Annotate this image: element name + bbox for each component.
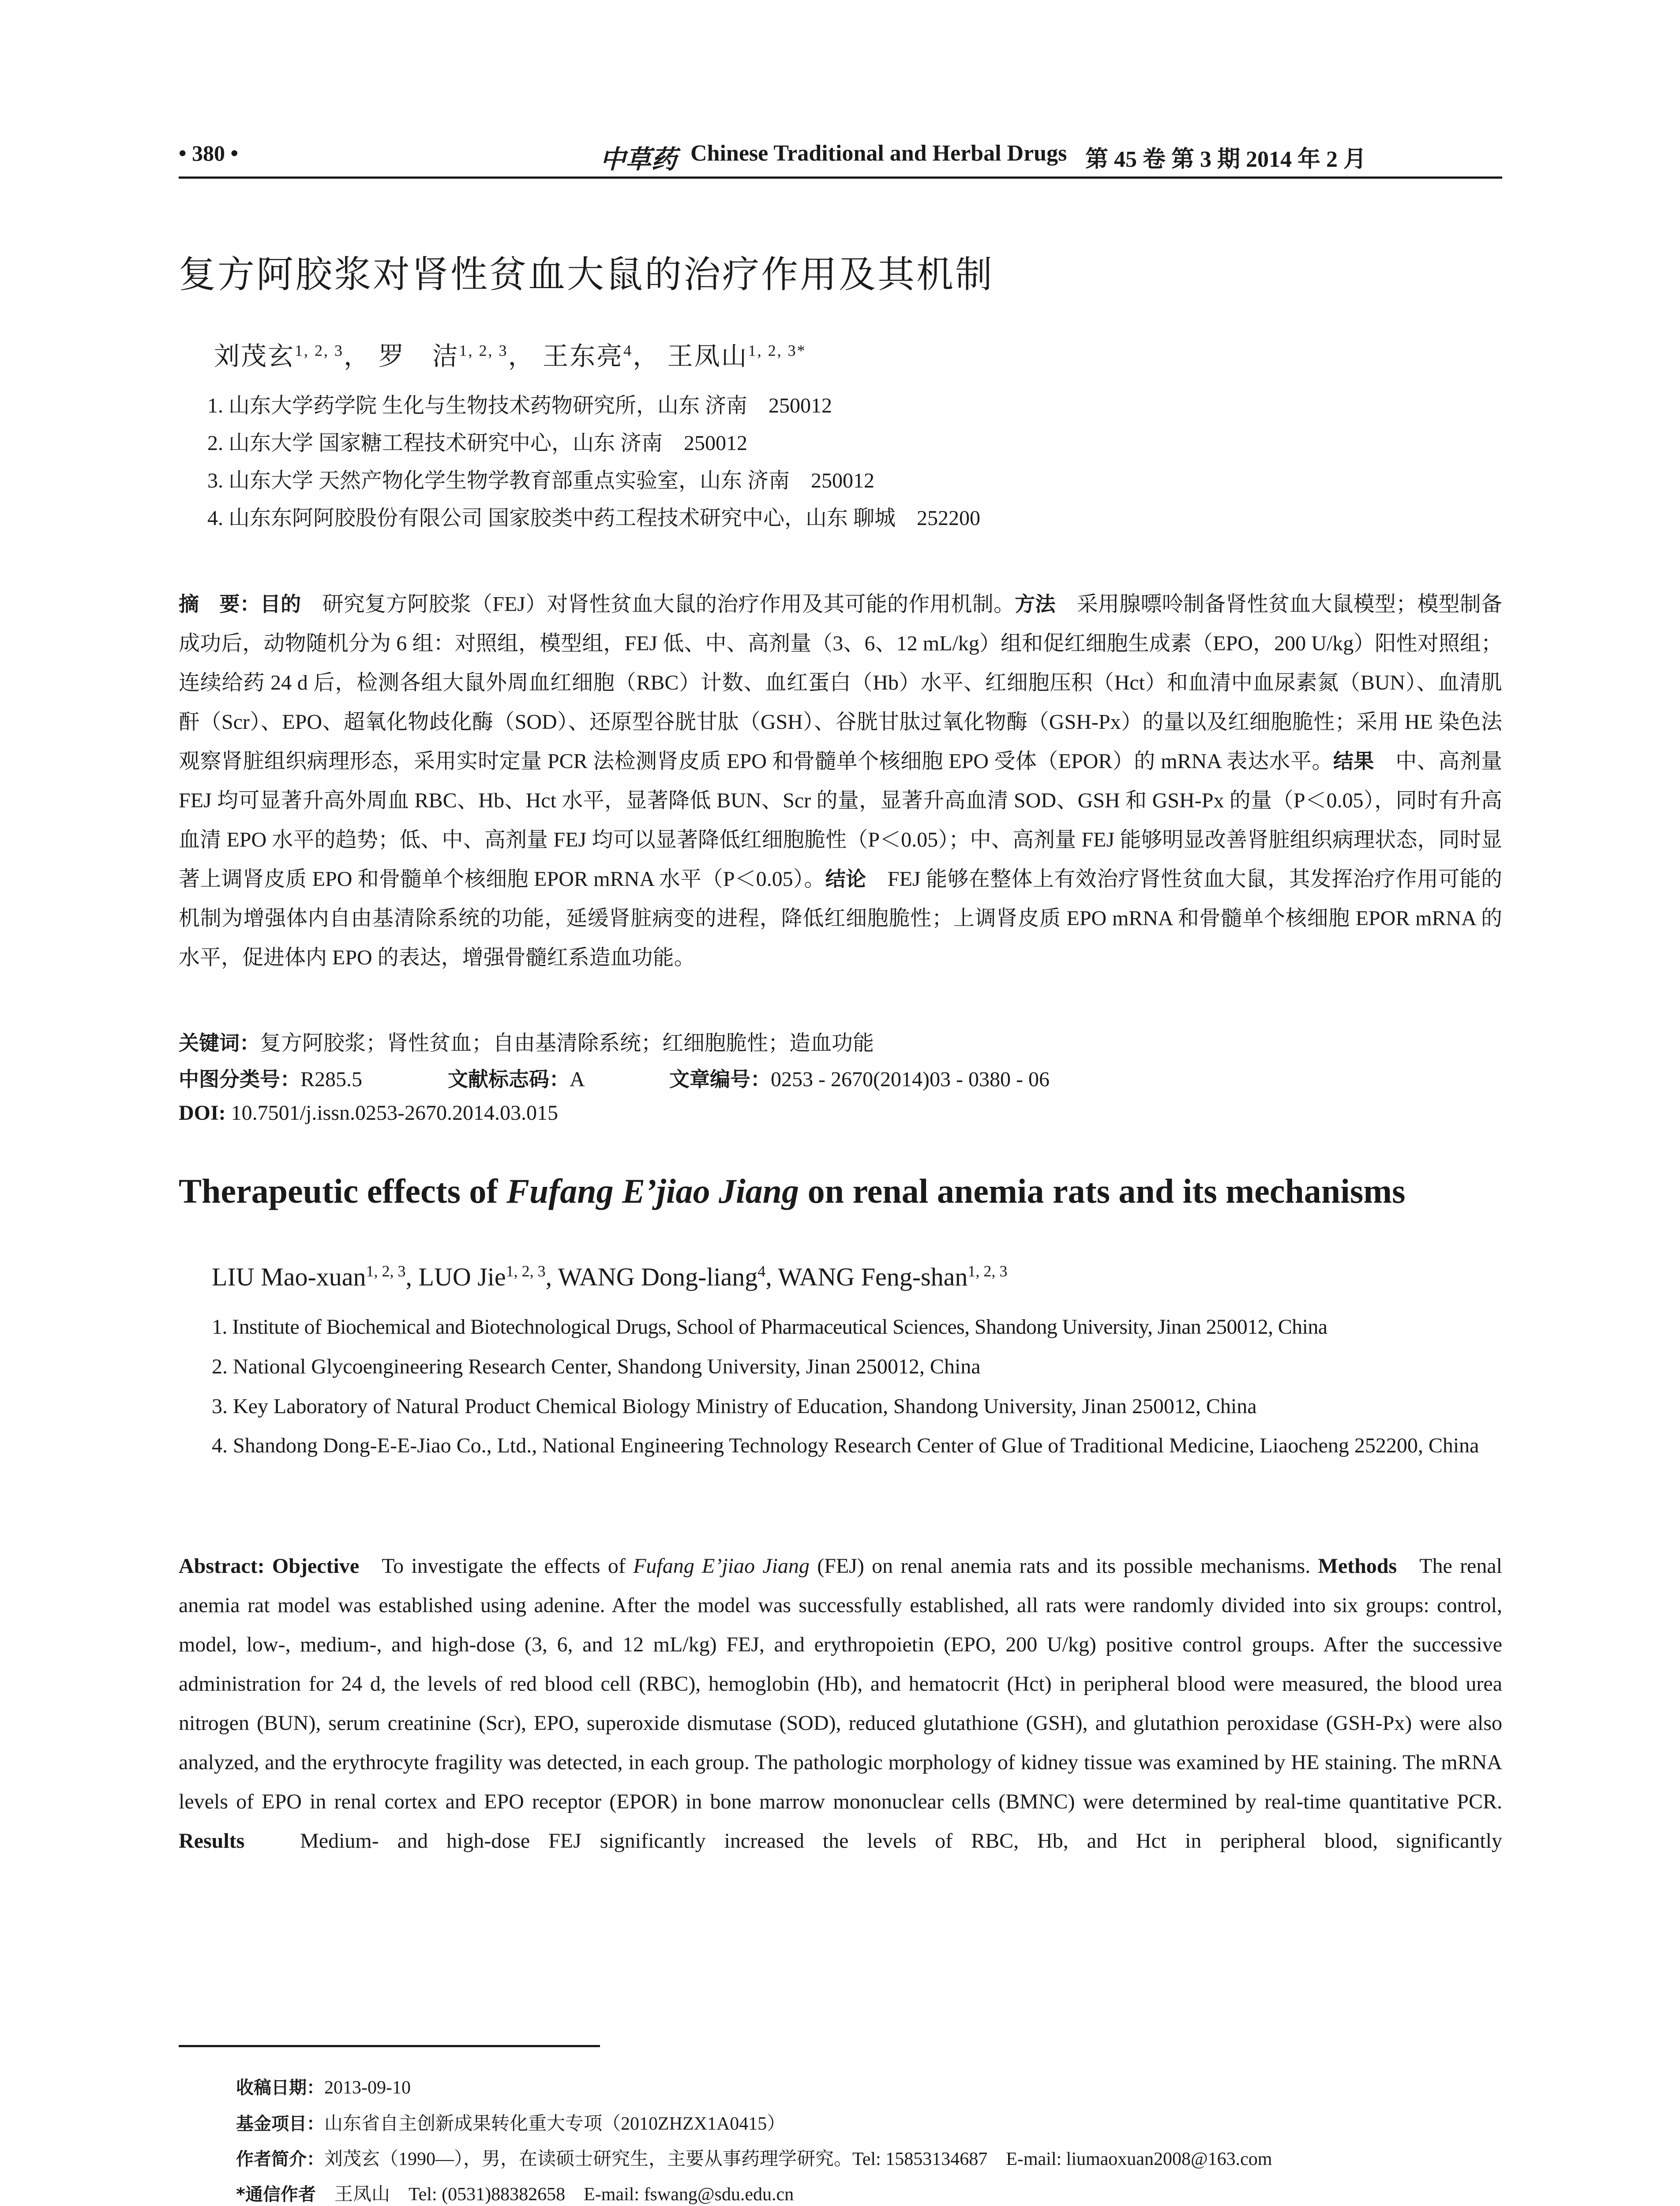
article-number-value: 0253 - 2670(2014)03 - 0380 - 06 (771, 1068, 1050, 1091)
affiliation-cn-4: 4. 山东东阿阿胶股份有限公司 国家胶类中药工程技术研究中心，山东 聊城 252200 (207, 506, 981, 530)
objective-italic: Fufang E’jiao Jiang (633, 1554, 810, 1578)
classification-line (179, 1063, 1050, 1092)
author-name: 刘茂玄 (214, 342, 295, 371)
author-affiliation-mark: 1, 2, 3* (748, 341, 806, 360)
objective-text: 研究复方阿胶浆（FEJ）对肾性贫血大鼠的治疗作用及其可能的作用机制。 (322, 593, 1015, 616)
affiliation-cn-1: 1. 山东大学药学院 生化与生物技术药物研究所，山东 济南 250012 (207, 394, 832, 417)
objective-label: 目的 (260, 592, 301, 616)
doi-line (179, 1101, 558, 1125)
article-number-label: 文章编号： (669, 1067, 771, 1091)
author-list-cn: 刘茂玄$^{1, 2, 3}$， 罗 洁$^{1, 2, 3}$， 王东亮$^4$， 王凤山$^{1, 2, 3*}$ (214, 341, 806, 371)
journal-name-cn: 中草药 (600, 145, 677, 174)
bio-label: 作者简介： (236, 2149, 324, 2169)
results-label: Results (179, 1829, 245, 1853)
corresponding-label: *通信作者 (236, 2184, 316, 2205)
header-rule (179, 176, 1502, 179)
author-name: WANG Feng-shan (778, 1262, 968, 1291)
received-date: 2013-09-10 (324, 2078, 411, 2098)
objective-text: (FEJ) on renal anemia rats and its possible mechanisms. (809, 1554, 1311, 1578)
affiliation-en-1: 1. Institute of Biochemical and Biotechnological Drugs, School of Pharmaceutical Sciences, Shandong University, Jinan 250012, China (212, 1315, 1328, 1339)
page-number: • 380 • (179, 141, 239, 165)
conclusion-label: 结论 (825, 867, 866, 891)
keywords-value: 复方阿胶浆；肾性贫血；自由基清除系统；红细胞脆性；造血功能 (260, 1032, 874, 1055)
affiliation-en-2: 2. National Glycoengineering Research Center, Shandong University, Jinan 250012, China (212, 1355, 981, 1378)
abstract-cn (179, 585, 1502, 977)
methods-text: 采用腺嘌呤制备肾性贫血大鼠模型；模型制备成功后，动物随机分为 6 组：对照组，模型组，FEJ 低、中、高剂量（3、6、12 mL/kg）组和促红细胞生成素（EPO，200 U/kg）阳性对照组；连续给药 24 d 后，检测各组大鼠外周血红细胞（RBC）计数、血红蛋白（Hb）水平、红细胞压积（Hct）和血清中血尿素氮（BUN）、血清肌酐（Scr）、EPO、超氧化物歧化酶（SOD）、还原型谷胱甘肽（GSH）、谷胱甘肽过氧化物酶（GSH-Px）的量以及红细胞脆性；采用 HE 染色法观察肾脏组织病理形态，采用实时定量 PCR 法检测肾皮质 EPO 和骨髓单个核细胞 EPO 受体（EPOR）的 mRNA 表达水平。 (179, 593, 1502, 773)
article-title-en (179, 1171, 1406, 1211)
title-en-part: Therapeutic effects of (179, 1172, 506, 1210)
author-name: 罗 洁 (378, 342, 459, 371)
results-text: Medium- and high-dose FEJ significantly increased the levels of RBC, Hb, and Hct in peripheral blood, significantly (300, 1829, 1503, 1853)
received-label: 收稿日期： (236, 2078, 324, 2098)
author-name: LUO Jie (418, 1262, 506, 1291)
author-name: 王凤山 (667, 342, 748, 371)
doi-value: 10.7501/j.issn.0253-2670.2014.03.015 (231, 1101, 559, 1125)
author-affiliation-mark: 1, 2, 3 (506, 1262, 546, 1280)
journal-name-en: Chinese Traditional and Herbal Drugs (690, 141, 1067, 166)
footnote-author-bio (236, 2144, 1272, 2171)
affiliation-cn-2: 2. 山东大学 国家糖工程技术研究中心，山东 济南 250012 (207, 431, 748, 455)
issue-info: 第 45 卷 第 3 期 2014 年 2 月 (1085, 147, 1367, 172)
conclusion-text: FEJ 能够在整体上有效治疗肾性贫血大鼠，其发挥治疗作用可能的机制为增强体内自由基清除系统的功能，延缓肾脏病变的进程，降低红细胞脆性；上调肾皮质 EPO mRNA 和骨髓单个核细胞 EPOR mRNA 的水平，促进体内 EPO 的表达，增强骨髓红系造血功能。 (179, 867, 1502, 969)
classification-label: 中图分类号： (179, 1067, 300, 1091)
abstract-label: Abstract: (179, 1554, 272, 1578)
author-affiliation-mark: 1, 2, 3 (459, 341, 508, 360)
title-en-italic: Fufang E’jiao Jiang (506, 1172, 799, 1210)
author-list-en: LIU Mao-xuan$^{1, 2, 3}$, LUO Jie$^{1, 2, 3}$, WANG Dong-liang$^4$, WANG Feng-shan$^{1, 2, 3}$ (212, 1262, 1008, 1291)
footnote-received (236, 2074, 411, 2099)
keywords-line (179, 1026, 874, 1056)
objective-text: To investigate the effects of (382, 1554, 634, 1578)
doc-code-value: A (570, 1068, 584, 1091)
footnote-rule (179, 2045, 600, 2047)
affiliation-en-3: 3. Key Laboratory of Natural Product Chemical Biology Ministry of Education, Shandong University, Jinan 250012, China (212, 1395, 1257, 1418)
objective-label: Objective (272, 1554, 360, 1578)
author-name: 王东亮 (543, 342, 624, 371)
methods-label: Methods (1318, 1554, 1397, 1578)
author-affiliation-mark: 1, 2, 3 (968, 1262, 1008, 1280)
author-name: WANG Dong-liang (558, 1262, 758, 1291)
footnote-corresponding (236, 2180, 794, 2206)
fund-text: 山东省自主创新成果转化重大专项（2010ZHZX1A0415） (324, 2114, 786, 2134)
author-affiliation-mark: 4 (758, 1262, 766, 1280)
results-text: 中、高剂量 FEJ 均可显著升高外周血 RBC、Hb、Hct 水平，显著降低 BUN、Scr 的量，显著升高血清 SOD、GSH 和 GSH-Px 的量（P＜0.05），同时有升高血清 EPO 水平的趋势；低、中、高剂量 FEJ 均可以显著降低红细胞脆性（P＜0.05）；中、高剂量 FEJ 能够明显改善肾脏组织病理状态，同时显著上调肾皮质 EPO 和骨髓单个核细胞 EPOR mRNA 水平（P＜0.05）。 (179, 750, 1502, 891)
running-header (179, 140, 1502, 176)
abstract-label: 摘 要： (179, 592, 260, 616)
abstract-en (179, 1546, 1502, 1861)
methods-label: 方法 (1015, 592, 1056, 616)
author-affiliation-mark: 4 (623, 341, 633, 360)
doc-code-label: 文献标志码： (448, 1067, 570, 1091)
author-affiliation-mark: 1, 2, 3 (366, 1262, 406, 1280)
author-name: LIU Mao-xuan (212, 1262, 366, 1291)
results-label: 结果 (1333, 749, 1374, 773)
article-title-cn: 复方阿胶浆对肾性贫血大鼠的治疗作用及其机制 (179, 253, 994, 296)
affiliation-cn-3: 3. 山东大学 天然产物化学生物学教育部重点实验室，山东 济南 250012 (207, 469, 875, 492)
corresponding-text: 王凤山 Tel: (0531)88382658 E-mail: fswang@sdu.edu.cn (334, 2184, 794, 2205)
footnote-fund (236, 2109, 785, 2135)
classification-value: R285.5 (300, 1068, 363, 1091)
keywords-label: 关键词： (179, 1031, 260, 1055)
doi-label: DOI: (179, 1101, 226, 1125)
affiliation-en-4: 4. Shandong Dong-E-E-Jiao Co., Ltd., National Engineering Technology Research Center of Glue of Traditional Medicine, Liaocheng 252200, China (212, 1434, 1479, 1457)
title-en-part: on renal anemia rats and its mechanisms (799, 1172, 1406, 1210)
methods-text: The renal anemia rat model was established using adenine. After the model was successfully established, all rats were randomly divided into six groups: control, model, low-, medium-, and high-dose (3, 6, and 12 mL/kg) FEJ, and erythropoietin (EPO, 200 U/kg) positive control groups. After the successive administration for 24 d, the levels of red blood cell (RBC), hemoglobin (Hb), and hematocrit (Hct) in peripheral blood were measured, the blood urea nitrogen (BUN), serum creatinine (Scr), EPO, superoxide dismutase (SOD), reduced glutathione (GSH), and glutathion peroxidase (GSH-Px) were also analyzed, and the erythrocyte fragility was detected, in each group. The pathologic morphology of kidney tissue was examined by HE staining. The mRNA levels of EPO in renal cortex and EPO receptor (EPOR) in bone marrow mononuclear cells (BMNC) were determined by real-time quantitative PCR. (179, 1554, 1503, 1813)
fund-label: 基金项目： (236, 2114, 324, 2134)
bio-text: 刘茂玄（1990—），男，在读硕士研究生，主要从事药理学研究。Tel: 15853134687 E-mail: liumaoxuan2008@163.com (324, 2149, 1272, 2169)
author-affiliation-mark: 1, 2, 3 (295, 341, 344, 360)
